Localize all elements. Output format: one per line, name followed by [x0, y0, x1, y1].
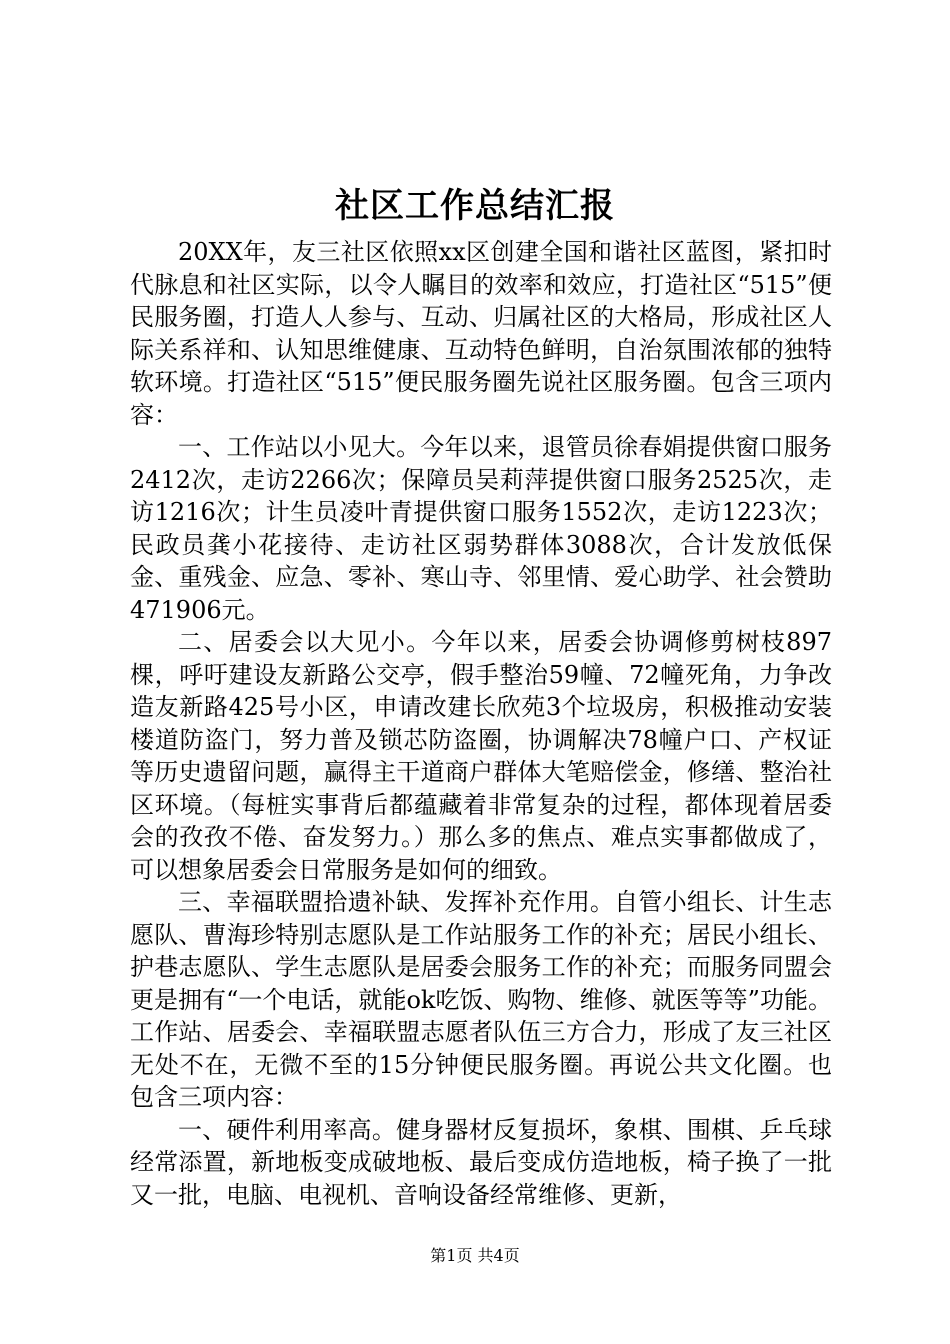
page-number-footer: 第1页 共4页	[430, 1246, 520, 1265]
paragraph-hardware: 一、硬件利用率高。健身器材反复损坏，象棋、围棋、乒乓球经常添置，新地板变成破地板、最后变成仿造地板，椅子换了一批又一批，电脑、电视机、音响设备经常维修、更新，	[130, 1115, 832, 1209]
document-body	[130, 236, 832, 1211]
paragraph-committee: 二、居委会以大见小。今年以来，居委会协调修剪树枝897棵，呼吁建设友新路公交亭，假手整治59幢、72幢死角，力争改造友新路425号小区，申请改建长欣苑3个垃圾房，积极推动安装楼道防盗门，努力普及锁芯防盗圈，协调解决78幢户口、产权证等历史遗留问题，赢得主干道商户群体大笔赔偿金，修缮、整治社区环境。（每桩实事背后都蕴藏着非常复杂的过程，都体现着居委会的孜孜不倦、奋发努力。）那么多的焦点、难点实事都做成了，可以想象居委会日常服务是如何的细致。	[130, 628, 832, 884]
paragraph-intro: 20XX年，友三社区依照xx区创建全国和谐社区蓝图，紧扣时代脉息和社区实际，以令人瞩目的效率和效应，打造社区“515”便民服务圈，打造人人参与、互动、归属社区的大格局，形成社区人际关系祥和、认知思维健康、互动特色鲜明，自治氛围浓郁的独特软环境。打造社区“515”便民服务圈先说社区服务圈。包含三项内容：	[130, 238, 832, 429]
paragraph-workstation: 一、工作站以小见大。今年以来，退管员徐春娟提供窗口服务2412次，走访2266次；保障员吴莉萍提供窗口服务2525次，走访1216次；计生员凌叶青提供窗口服务1552次，走访1223次；民政员龚小花接待、走访社区弱势群体3088次，合计发放低保金、重残金、应急、零补、寒山寺、邻里情、爱心助学、社会赞助471906元。	[130, 433, 832, 624]
paragraph-alliance: 三、幸福联盟拾遗补缺、发挥补充作用。自管小组长、计生志愿队、曹海珍特别志愿队是工作站服务工作的补充；居民小组长、护巷志愿队、学生志愿队是居委会服务工作的补充；而服务同盟会更是拥有“一个电话，就能ok吃饭、购物、维修、就医等等”功能。工作站、居委会、幸福联盟志愿者队伍三方合力，形成了友三社区无处不在，无微不至的15分钟便民服务圈。再说公共文化圈。也包含三项内容：	[130, 888, 832, 1111]
document-title: 社区工作总结汇报	[335, 186, 615, 226]
